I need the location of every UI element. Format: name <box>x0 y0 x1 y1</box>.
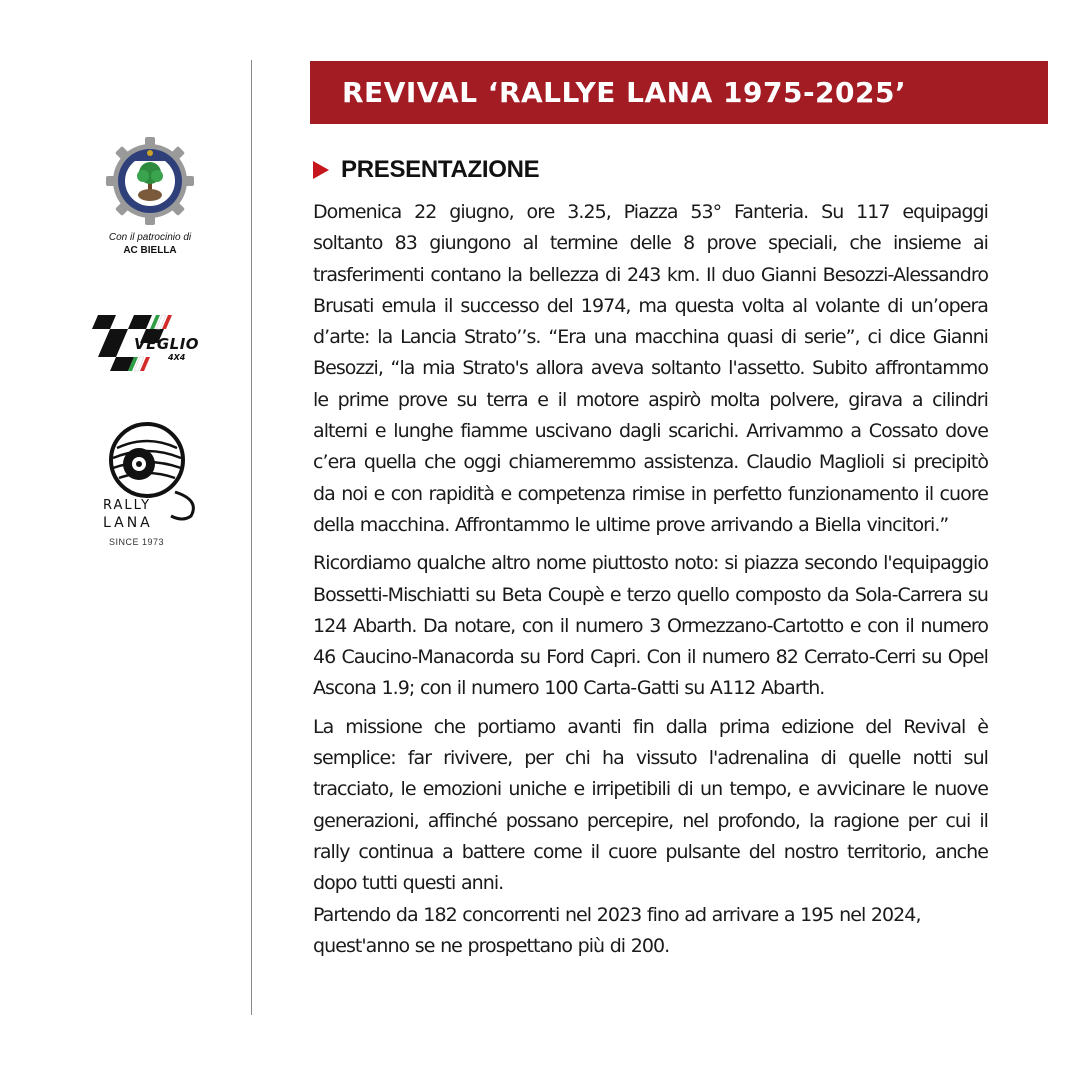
rally-lana-logo <box>95 422 205 547</box>
ac-biella-emblem-icon <box>104 135 196 227</box>
since-1973-text: SINCE 1973 <box>109 537 165 547</box>
rally-text: RALLY <box>103 498 152 513</box>
section-heading <box>313 156 539 184</box>
patronage-text: Con il patrocinio di <box>108 232 192 243</box>
triangle-right-icon <box>313 161 329 179</box>
paragraph-1: Domenica 22 giugno, ore 3.25, Piazza 53° Fanteria. Su 117 equipaggi soltanto 83 giungono al termine delle 8 prove speciali, che insieme ai trasferimenti contano la bellezza di 243 km. Il duo Gianni Besozzi-Alessandro Brusati emula il successo del 1974, ma questa volta al volante di un’opera d’arte: la Lancia Strato’’s. “Era una macchina quasi di serie”, ci dice Gianni Besozzi, “la mia Strato's allora aveva soltanto l'assetto. Subito affrontammo le prime prove su terra e il motore aspirò molta polvere, girava a cilindri alterni e lunghe fiamme uscivano dagli scarichi. Arrivammo a Cossato dove c’era quella che oggi chiameremmo assistenza. Claudio Maglioli si precipitò da noi e con rapidità e competenza rimise in perfetto funzionamento il cuore della macchina. Affrontammo le ultime prove arrivando a Biella vincitori.” <box>313 201 988 536</box>
paragraph-2: Ricordiamo qualche altro nome piuttosto noto: si piazza secondo l'equipaggio Bossetti-Mischiatti su Beta Coupè e terzo quello composto da Sola-Carrera su 124 Abarth. Da notare, con il numero 3 Ormezzano-Cartotto e con il numero 46 Caucino-Manacorda su Ford Capri. Con il numero 82 Cerrato-Cerri su Opel Ascona 1.9; con il numero 100 Carta-Gatti su A112 Abarth. <box>313 552 988 700</box>
veglio-4x4-text: 4X4 <box>168 353 186 362</box>
vertical-divider <box>251 60 252 1015</box>
title-banner <box>310 61 1048 124</box>
section-title: PRESENTAZIONE <box>341 156 540 183</box>
page-title: REVIVAL ‘RALLYE LANA 1975-2025’ <box>342 76 907 109</box>
veglio-logo-text: VEGLIO <box>134 335 200 353</box>
paragraph-4: Partendo da 182 concorrenti nel 2023 fino ad arrivare a 195 nel 2024, quest'anno se ne prospettano più di 200. <box>313 903 921 957</box>
ac-biella-caption <box>80 231 220 257</box>
lana-text: LANA <box>103 515 153 531</box>
veglio-4x4-logo <box>90 313 210 386</box>
ac-biella-logo-block <box>80 135 220 257</box>
article-body <box>313 197 988 962</box>
ac-biella-text: AC BIELLA <box>123 245 177 256</box>
paragraph-3: La missione che portiamo avanti fin dalla prima edizione del Revival è semplice: far rivivere, per chi ha vissuto l'adrenalina di quelle notti sul tracciato, le emozioni uniche e irripetibili di un tempo, e avvicinare le nuove generazioni, affinché possano percepire, nel profondo, la ragione per cui il rally continua a battere come il cuore pulsante del nostro territorio, anche dopo tutti questi anni. <box>313 715 988 895</box>
